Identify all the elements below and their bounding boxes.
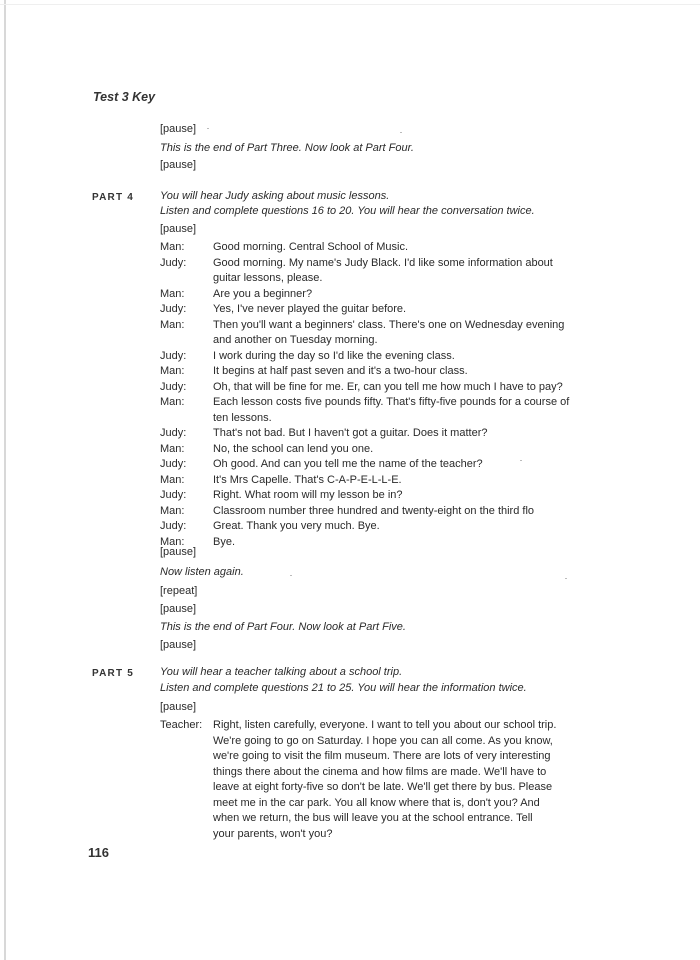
speech-line: leave at eight forty-five so don't be late. We'll get there by bus. Please [213, 781, 553, 793]
dialogue-line [160, 364, 580, 380]
speech: Are you a beginner? [213, 287, 313, 300]
part4-instructions: Listen and complete questions 16 to 20. You will hear the conversation twice. [160, 205, 535, 217]
speech: Then you'll want a beginners' class. There's one on Wednesday evening and another on Tuesday morning. [213, 318, 565, 346]
speaker: Man: [160, 535, 185, 548]
dialogue-line [160, 318, 580, 349]
speech: It's Mrs Capelle. That's C-A-P-E-L-L-E. [213, 473, 402, 486]
dialogue-line [160, 442, 580, 458]
speaker: Man: [160, 473, 185, 486]
page-top-edge [0, 4, 700, 5]
dialogue-line [160, 504, 580, 520]
pause-marker: [pause] [160, 603, 197, 615]
speaker: Man: [160, 396, 185, 408]
part4-dialogue [160, 240, 580, 550]
dialogue-line [160, 473, 580, 489]
speech: Classroom number three hundred and twenty-eight on the third flo [213, 504, 535, 517]
part5-label: PART 5 [92, 668, 135, 679]
speaker: Judy: [160, 427, 187, 439]
speaker: Judy: [160, 349, 187, 362]
part4-label: PART 4 [92, 192, 135, 203]
speech: Good morning. My name's Judy Black. I'd like some information about guitar lessons, please. [213, 256, 553, 284]
dialogue-line [160, 535, 580, 551]
speech-line: we're going to visit the film museum. There are lots of very interesting [213, 750, 551, 762]
speaker: Teacher: [160, 719, 203, 731]
speech: Each lesson costs five pounds fifty. That's fifty-five pounds for a course of ten lessons. [213, 396, 570, 424]
speaker: Judy: [160, 489, 187, 501]
dialogue-line [160, 457, 580, 473]
speech: Oh good. And can you tell me the name of the teacher? [213, 458, 483, 470]
speech-line: meet me in the car park. You all know where that is, don't you? And [213, 796, 540, 809]
page-edge [4, 0, 6, 960]
speaker: Man: [160, 241, 185, 253]
dialogue-line [160, 287, 580, 303]
speech: Yes, I've never played the guitar before. [213, 303, 407, 315]
part3-end-line: This is the end of Part Three. Now look at Part Four. [160, 142, 414, 154]
pause-marker: [pause] [160, 159, 197, 171]
dialogue-line [160, 240, 580, 256]
speaker: Judy: [160, 303, 187, 315]
speech: No, the school can lend you one. [213, 442, 374, 455]
part5-instructions: Listen and complete questions 21 to 25. You will hear the information twice. [160, 682, 527, 694]
page-number: 116 [88, 845, 109, 860]
part5-monologue [160, 718, 600, 842]
listen-again: Now listen again. [160, 566, 244, 578]
speech: Bye. [213, 535, 236, 548]
speech-line: Right, listen carefully, everyone. I want to tell you about our school trip. [213, 719, 557, 731]
dialogue-line [160, 488, 580, 504]
speech: I work during the day so I'd like the evening class. [213, 349, 455, 362]
speech: Good morning. Central School of Music. [213, 241, 409, 253]
pause-marker: [pause] [160, 546, 197, 558]
scan-speck [290, 575, 292, 576]
speaker: Man: [160, 365, 185, 377]
speech: That's not bad. But I haven't got a guitar. Does it matter? [213, 427, 488, 439]
part4-intro: You will hear Judy asking about music lessons. [160, 190, 390, 202]
monologue [160, 718, 600, 842]
pause-marker: [pause] [160, 701, 197, 713]
speech: It begins at half past seven and it's a two-hour class. [213, 365, 468, 377]
speech-line: when we return, the bus will leave you at the school entrance. Tell [213, 812, 533, 824]
pause-marker: [pause] [160, 123, 197, 135]
speaker: Judy: [160, 256, 187, 269]
dialogue-line [160, 519, 580, 535]
page-header: Test 3 Key [93, 90, 156, 104]
scan-speck [400, 132, 402, 133]
speaker: Judy: [160, 458, 187, 470]
dialogue-line [160, 349, 580, 365]
speaker: Man: [160, 504, 185, 517]
speaker: Judy: [160, 380, 187, 393]
dialogue-line [160, 302, 580, 318]
scan-speck [207, 128, 209, 129]
speech-line: We're going to go on Saturday. I hope you can all come. As you know, [213, 734, 553, 747]
pause-marker: [pause] [160, 639, 197, 651]
speech-line: your parents, won't you? [213, 827, 333, 840]
speaker: Man: [160, 287, 185, 300]
speech: Great. Thank you very much. Bye. [213, 520, 380, 532]
speaker: Judy: [160, 520, 187, 532]
speaker: Man: [160, 442, 185, 455]
repeat-marker: [repeat] [160, 585, 198, 597]
scan-speck [565, 578, 567, 579]
speech-line: things there about the cinema and how films are made. We'll have to [213, 765, 547, 778]
dialogue-line [160, 256, 580, 287]
part5-intro: You will hear a teacher talking about a school trip. [160, 666, 403, 678]
scan-speck [520, 460, 522, 461]
part4-end-line: This is the end of Part Four. Now look at Part Five. [160, 621, 406, 633]
speaker: Man: [160, 318, 185, 331]
speech: Oh, that will be fine for me. Er, can you tell me how much I have to pay? [213, 380, 563, 393]
dialogue-line [160, 380, 580, 396]
pause-marker: [pause] [160, 223, 197, 235]
speech: Right. What room will my lesson be in? [213, 489, 403, 501]
dialogue-line [160, 426, 580, 442]
dialogue-line [160, 395, 580, 426]
speech-block [213, 718, 600, 842]
